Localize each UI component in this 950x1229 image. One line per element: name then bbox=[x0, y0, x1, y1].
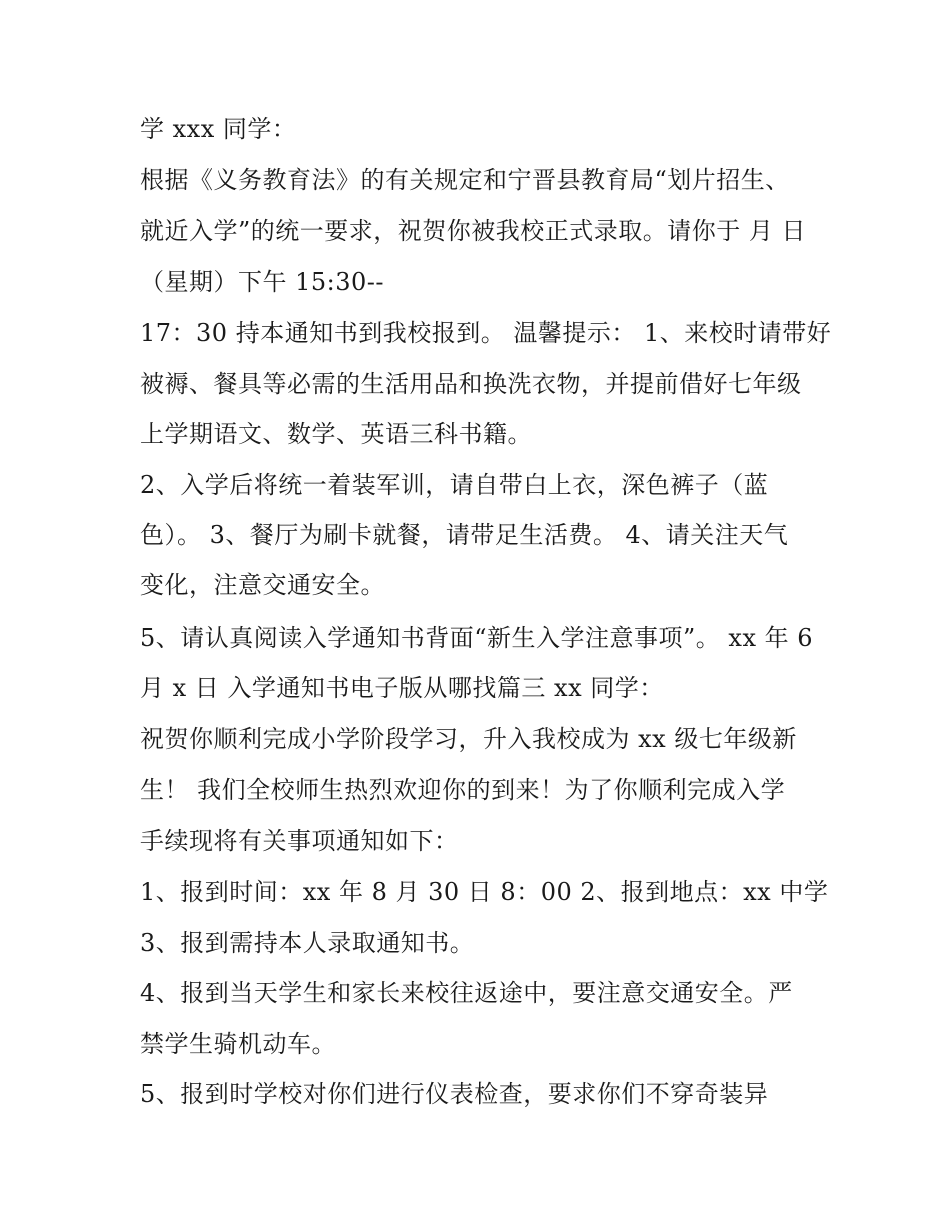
text-line: 禁学生骑机动车。 bbox=[140, 1030, 336, 1058]
text-line: 根据《义务教育法》的有关规定和宁晋县教育局“划片招生、 bbox=[140, 166, 790, 194]
text-line: 月 x 日 入学通知书电子版从哪找篇三 xx 同学： bbox=[140, 674, 664, 702]
text-line: 祝贺你顺利完成小学阶段学习，升入我校成为 xx 级七年级新 bbox=[140, 725, 797, 753]
text-line: 17：30 持本通知书到我校报到。 温馨提示： 1、来校时请带好 bbox=[140, 319, 832, 347]
text-line: 变化，注意交通安全。 bbox=[140, 571, 385, 599]
text-line: 上学期语文、数学、英语三科书籍。 bbox=[140, 420, 532, 448]
text-line: 5、报到时学校对你们进行仪表检查，要求你们不穿奇装异 bbox=[140, 1080, 769, 1108]
text-line: （星期）下午 15:30-- bbox=[140, 268, 385, 296]
text-line: 就近入学”的统一要求，祝贺你被我校正式录取。请你于 月 日 bbox=[140, 217, 807, 245]
text-line: 被褥、餐具等必需的生活用品和换洗衣物，并提前借好七年级 bbox=[140, 370, 802, 398]
text-line: 手续现将有关事项通知如下： bbox=[140, 827, 459, 855]
text-line: 4、报到当天学生和家长来校往返途中，要注意交通安全。严 bbox=[140, 979, 793, 1007]
text-line: 3、报到需持本人录取通知书。 bbox=[140, 929, 475, 957]
text-line: 生！ 我们全校师生热烈欢迎你的到来！为了你顺利完成入学 bbox=[140, 776, 786, 804]
text-line: 5、请认真阅读入学通知书背面“新生入学注意事项”。 xx 年 6 bbox=[140, 624, 814, 652]
text-line: 色）。 3、餐厅为刷卡就餐，请带足生活费。 4、请关注天气 bbox=[140, 521, 789, 549]
text-line: 1、报到时间：xx 年 8 月 30 日 8：00 2、报到地点：xx 中学 bbox=[140, 878, 829, 906]
text-line: 2、入学后将统一着装军训，请自带白上衣，深色裤子（蓝 bbox=[140, 471, 769, 499]
text-line: 学 xxx 同学： bbox=[140, 115, 297, 143]
